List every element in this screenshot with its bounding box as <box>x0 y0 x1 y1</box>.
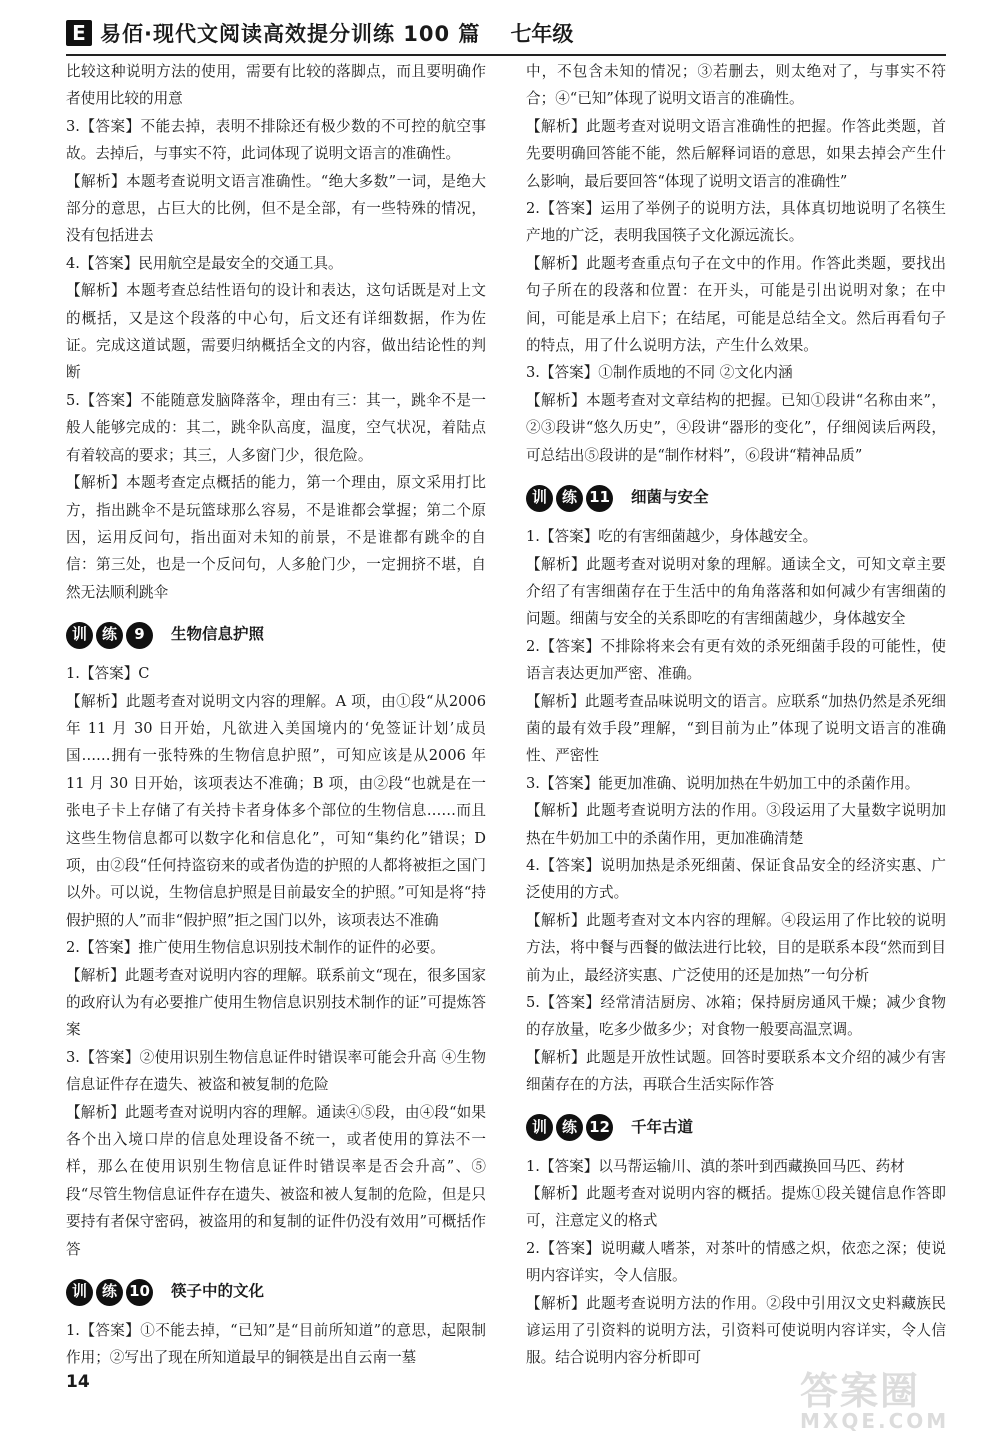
left-column <box>66 58 486 1372</box>
paragraph: 比较这种说明方法的使用，需要有比较的落脚点，而且要明确作者使用比较的用意 <box>66 63 486 108</box>
answer-paragraph: 3.【答案】能更加准确、说明加热在牛奶加工中的杀菌作用。 <box>526 774 920 792</box>
analysis-paragraph: 【解析】此题考查对文本内容的理解。④段运用了作比较的说明方法，将中餐与西餐的做法进行比较，目的是联系本段“然而到目前为止，最经济实惠、广泛使用的还是加热”一句分析 <box>526 911 946 984</box>
analysis-paragraph: 【解析】此题是开放性试题。回答时要联系本文介绍的减少有害细菌存在的方法，再联合生活实际作答 <box>526 1048 946 1094</box>
section-heading-9 <box>66 618 486 652</box>
page-number: 14 <box>66 1372 90 1392</box>
section-title: 生物信息护照 <box>171 625 265 644</box>
answer-paragraph: 4.【答案】说明加热是杀死细菌、保证食品安全的经济实惠、广泛使用的方式。 <box>526 856 946 902</box>
page-header <box>66 12 946 56</box>
badge-char: 训 <box>526 1114 553 1141</box>
badge-number: 9 <box>126 622 153 649</box>
right-column <box>526 58 946 1372</box>
training-badge <box>526 485 613 512</box>
answer-paragraph: 1.【答案】以马帮运输川、滇的茶叶到西藏换回马匹、药材 <box>526 1157 905 1175</box>
analysis-paragraph: 【解析】此题考查说明方法的作用。②段中引用汉文史料藏族民谚运用了引资料的说明方法，引资料可使说明内容详实，令人信服。结合说明内容分析即可 <box>526 1294 946 1367</box>
analysis-paragraph: 【解析】此题考查对说明对象的理解。通读全文，可知文章主要介绍了有害细菌存在于生活中的角角落落和如何减少有害细菌的问题。细菌与安全的关系即吃的有害细菌越少，身体越安全 <box>526 555 946 628</box>
badge-char: 练 <box>96 1279 123 1306</box>
section-title: 筷子中的文化 <box>171 1282 265 1301</box>
training-badge <box>526 1114 613 1141</box>
analysis-paragraph: 【解析】本题考查定点概括的能力，第一个理由，原文采用打比方，指出跳伞不是玩篮球那么容易，不是谁都会掌握；第二个原因，运用反问句，指出面对未知的前景，不是谁都有跳伞的自信：第三处，也是一个反问句，人多舱门少，一定拥挤不堪，自然无法顺利跳伞 <box>66 474 486 601</box>
analysis-paragraph: 【解析】本题考查对文章结构的把握。已知①段讲“名称由来”，②③段讲“悠久历史”，④段讲“器形的变化”，仔细阅读后两段，可总结出⑤段讲的是“制作材料”，⑥段讲“精神品质” <box>526 391 946 464</box>
answer-paragraph: 3.【答案】不能去掉，表明不排除还有极少数的不可控的航空事故。去掉后，与事实不符，此词体现了说明文语言的准确性。 <box>66 117 486 163</box>
answer-paragraph: 3.【答案】②使用识别生物信息证件时错误率可能会升高 ④生物信息证件存在遗失、被盗和被复制的危险 <box>66 1048 486 1094</box>
answer-paragraph: 2.【答案】说明藏人嗜茶，对茶叶的情感之炽，依恋之深；使说明内容详实，令人信服。 <box>526 1239 946 1285</box>
badge-number: 11 <box>586 485 613 512</box>
badge-number: 12 <box>586 1114 613 1141</box>
section-title: 千年古道 <box>631 1117 694 1136</box>
watermark <box>800 1360 990 1433</box>
answer-paragraph: 2.【答案】推广使用生物信息识别技术制作的证件的必要。 <box>66 939 445 957</box>
badge-char: 练 <box>96 622 123 649</box>
answer-paragraph: 4.【答案】民用航空是最安全的交通工具。 <box>66 254 343 272</box>
watermark-url: MXQE.COM <box>800 1409 950 1433</box>
analysis-paragraph: 【解析】此题考查重点句子在文中的作用。作答此类题，要找出句子所在的段落和位置：在开头，可能是引出说明对象；在中间，可能是承上启下；在结尾，可能是总结全文。然后再看句子的特点，用了什么说明方法，产生什么效果。 <box>526 254 946 355</box>
answer-paragraph: 5.【答案】经常清洁厨房、冰箱；保持厨房通风干燥；减少食物的存放量，吃多少做多少；对食物一般要高温烹调。 <box>526 994 946 1039</box>
answer-paragraph: 3.【答案】①制作质地的不同 ②文化内涵 <box>526 364 793 382</box>
analysis-paragraph: 【解析】本题考查说明文语言准确性。“绝大多数”一词，是绝大部分的意思，占巨大的比例，但不是全部，有一些特殊的情况，没有包括进去 <box>66 172 486 245</box>
section-title: 细菌与安全 <box>631 488 709 507</box>
section-heading-12 <box>526 1111 946 1145</box>
analysis-paragraph: 【解析】此题考查对说明内容的概括。提炼①段关键信息作答即可，注意定义的格式 <box>526 1185 946 1230</box>
badge-char: 训 <box>66 1279 93 1306</box>
analysis-paragraph: 【解析】此题考查对说明文内容的理解。A 项，由①段“从2006 年 11 月 30 日开始，凡欲进入美国境内的‘免签证计划’成员国……拥有一张特殊的生物信息护照”，可知应该是从2006 年 11 月 30 日开始，该项表达不准确；B 项，由②段“也就是在一张电子卡上存储了有关持卡者身体多个部位的生物信息……而且这些生物信息都可以数字化和信息化”，可知“集约化”错误；D 项，由②段“任何持盗窃来的或者伪造的护照的人都将被拒之国门以外。可以说，生物信息护照是目前最安全的护照。”可知是将“持假护照的人”而非“假护照”拒之国门以外，该项表达不准确 <box>66 692 486 929</box>
answer-paragraph: 1.【答案】C <box>66 665 150 683</box>
grade-label: 七年级 <box>510 22 574 46</box>
analysis-paragraph: 【解析】此题考查说明方法的作用。③段运用了大量数字说明加热在牛奶加工中的杀菌作用，更加准确清楚 <box>526 802 946 847</box>
book-title: 易佰·现代文阅读高效提分训练 100 篇 <box>100 22 481 46</box>
section-heading-11 <box>526 481 946 515</box>
answer-paragraph: 2.【答案】运用了举例子的说明方法，具体真切地说明了名筷生产地的广泛，表明我国筷子文化源远流长。 <box>526 200 946 245</box>
badge-number: 10 <box>126 1279 153 1306</box>
badge-char: 练 <box>556 1114 583 1141</box>
analysis-paragraph: 【解析】此题考查对说明内容的理解。通读④⑤段，由④段“如果各个出入境口岸的信息处理设备不统一，或者使用的算法不一样，那么在使用识别生物信息证件时错误率是否会升高”、⑤段“尽管生物信息证件存在遗失、被盗和被人复制的危险，但是只要持有者保守密码，被盗用的和复制的证件仍没有效用”可概括作答 <box>66 1103 486 1258</box>
publisher-logo-icon: E <box>66 20 92 46</box>
analysis-paragraph: 【解析】此题考查品味说明文的语言。应联系“加热仍然是杀死细菌的最有效手段”理解，“到目前为止”体现了说明文语言的准确性、严密性 <box>526 692 946 765</box>
answer-paragraph: 1.【答案】①不能去掉，“已知”是“目前所知道”的意思，起限制作用；②写出了现在所知道最早的铜筷是出自云南一墓 <box>66 1322 486 1367</box>
section-heading-10 <box>66 1275 486 1309</box>
paragraph: 中，不包含未知的情况；③若删去，则太绝对了，与事实不符合；④“已知”体现了说明文语言的准确性。 <box>526 63 946 108</box>
badge-char: 训 <box>66 622 93 649</box>
badge-char: 训 <box>526 485 553 512</box>
training-badge <box>66 1279 153 1306</box>
answer-paragraph: 5.【答案】不能随意发脑降落伞，理由有三：其一，跳伞不是一般人能够完成的：其二，跳伞队高度，温度，空气状况，着陆点有着较高的要求；其三，人多窗门少，很危险。 <box>66 391 486 464</box>
watermark-text: 答案圈 <box>800 1369 921 1413</box>
analysis-paragraph: 【解析】此题考查对说明文语言准确性的把握。作答此类题，首先要明确回答能不能，然后解释词语的意思，如果去掉会产生什么影响，最后要回答“体现了说明文语言的准确性” <box>526 117 946 190</box>
answer-paragraph: 2.【答案】不排除将来会有更有效的杀死细菌手段的可能性，使语言表达更加严密、准确。 <box>526 637 946 683</box>
analysis-paragraph: 【解析】本题考查总结性语句的设计和表达，这句话既是对上文的概括，又是这个段落的中心句，后文还有详细数据，作为佐证。完成这道试题，需要归纳概括全文的内容，做出结论性的判断 <box>66 282 486 382</box>
answer-paragraph: 1.【答案】吃的有害细菌越少，身体越安全。 <box>526 528 818 546</box>
badge-char: 练 <box>556 485 583 512</box>
training-badge <box>66 622 153 649</box>
analysis-paragraph: 【解析】此题考查对说明内容的理解。联系前文“现在，很多国家的政府认为有必要推广使用生物信息识别技术制作的证”可提炼答案 <box>66 966 486 1039</box>
